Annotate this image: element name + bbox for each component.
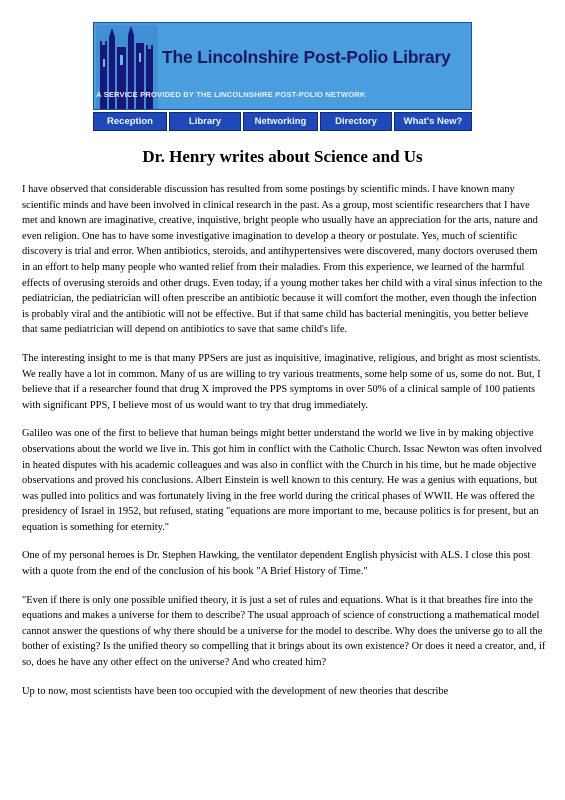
site-title: The Lincolnshire Post-Polio Library [162,47,451,67]
article-paragraph: I have observed that considerable discussion has resulted from some postings by scientific minds. I have known many scientific minds and have been involved in clinical research in the past. As a group, most scientific researchers that I have met and known are imaginative, creative, inquistive, bright people who usually have an appreciation for the arts, nature and even religion. One has to have some investigative imagination to develop a theory or postulate. Yes, much of scientific discovery is trial and error. When antibiotics, steroids, and antihypertensives were discovered, many doctors overused them in an effort to help many people who wanted relief from their maladies. From this experience, we learned of the harmful effects of overusing steroids and other drugs. Even today, if a young mother takes her child with a viral sinus infection to the pediatrician, the pediatrician will often prescribe an antibiotic because it will comfort the mother, even though the infection is probably viral and the antibiotic will not be effective. But if that same child has bacterial meningitis, you better believe that same pediatrician will depend on antibiotics to save that same child's life. [22,184,543,336]
article-paragraph: The interesting insight to me is that many PPSers are just as inquisitive, imaginative, religious, and bright as most scientists. We really have a lot in common. Many of us are willing to try various treatments, some help some of us, some do not. But, I believe that if a researcher found that drug X improved the PPS symptoms in over 50% of a clinical sample of 100 patients with significant PPS, I believe most of us would want to try that drug immediately. [22,352,541,411]
main-nav [93,112,472,131]
nav-networking-button[interactable]: Networking [243,112,318,131]
page-title: Dr. Henry writes about Science and Us [142,147,423,166]
banner-header[interactable] [93,22,472,110]
article-paragraph: Galileo was one of the first to believe that human beings might better understand the world we live in by making objective observations about the world we live in. This got him in conflict with the Catholic Church. Issac Newton was often involved in heated disputes with his academic colleagues and was also in conflict with the Church in his time, but he made objective observations and proved his conclusions. Albert Einstein is well known to this century. He was a genius with equations, but was pulled into politics and was fortunately living in the free world during the critical phases of WWII. He was offered the presidency of Israel in 1952, but refused, stating "equations are more important to me, because politics is for present, but an equation is something for eternity." [22,428,542,533]
article-paragraph: Up to now, most scientists have been too occupied with the development of new theories that describe [22,685,449,697]
site-subtitle: A SERVICE PROVIDED BY THE LINCOLNSHIRE POST-POLIO NETWORK [96,90,366,99]
article-body [22,182,546,712]
site-banner [93,22,472,131]
nav-whats-new-button[interactable]: What's New? [394,112,472,131]
nav-library-button[interactable]: Library [169,112,241,131]
article-paragraph: One of my personal heroes is Dr. Stephen Hawking, the ventilator dependent English physicist with ALS. I close this post with a quote from the end of the conclusion of his book "A Brief History of Time." [22,550,531,578]
nav-reception-button[interactable]: Reception [93,112,167,131]
nav-directory-button[interactable]: Directory [320,112,392,131]
article-paragraph: "Even if there is only one possible unified theory, it is just a set of rules and equations. What is it that breathes fire into the equations and makes a universe for them to describe? The usual approach of science of constructiong a mathematical model cannot answer the questions of why there should be a universe for the model to describe. Why does the universe go to all the bother of existing? Is the unified theory so compelling that it brings about its own existence? Or does it need a creator, and, if so, does he have any other effect on the universe? And who created him? [22,594,546,669]
